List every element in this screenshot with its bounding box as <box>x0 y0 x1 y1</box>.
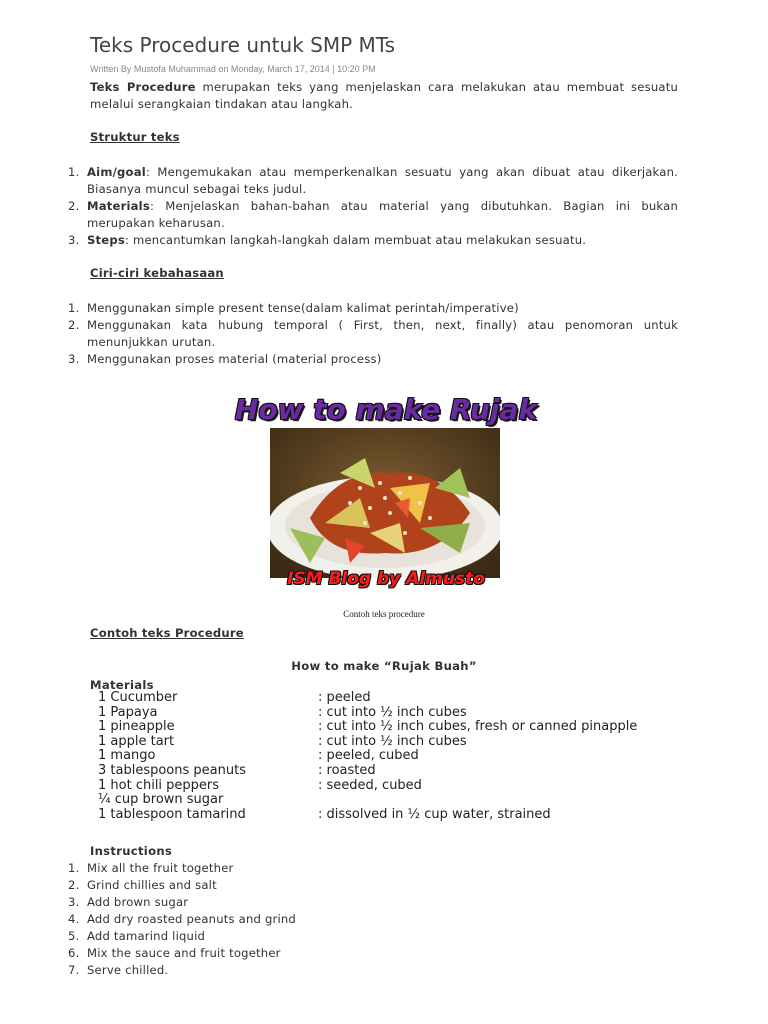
material-item: 3 tablespoons peanuts <box>98 762 246 778</box>
material-item: 1 pineapple <box>98 719 175 735</box>
list-item <box>58 232 678 249</box>
table-row <box>98 793 637 808</box>
list-number: 2. <box>68 318 80 332</box>
table-row <box>98 691 637 706</box>
post-meta: Written By Mustofa Muhammad on Monday, March 17, 2014 | 10:20 PM <box>90 64 376 74</box>
list-item <box>58 928 678 945</box>
list-text: Serve chilled. <box>87 963 169 977</box>
table-row <box>98 808 637 823</box>
list-text: : mencantumkan langkah-langkah dalam membuat atau melakukan sesuatu. <box>124 233 587 247</box>
table-row <box>98 779 637 794</box>
list-number: 6. <box>68 946 80 960</box>
list-text: Add tamarind liquid <box>87 929 206 943</box>
list-number: 4. <box>68 912 80 926</box>
material-note: : peeled, cubed <box>318 748 419 764</box>
list-number: 3. <box>68 895 80 909</box>
rujak-photo <box>270 428 500 578</box>
list-item <box>58 877 678 894</box>
image-caption: Contoh teks procedure <box>343 609 425 619</box>
material-item: 1 hot chili peppers <box>98 777 220 793</box>
list-item <box>58 300 678 317</box>
material-note: : peeled <box>318 690 371 705</box>
material-item: 1 Cucumber <box>98 690 178 705</box>
list-text: Menggunakan simple present tense(dalam kalimat perintah/imperative) <box>87 301 519 315</box>
list-term: Aim/goal <box>87 165 146 179</box>
list-item <box>58 164 678 198</box>
list-text: Menggunakan kata hubung temporal ( First, then, next, finally) atau penomoran untuk menunjukkan urutan. <box>87 318 678 349</box>
instructions-heading: Instructions <box>90 844 173 858</box>
list-text: : Menjelaskan bahan-bahan atau material yang dibutuhkan. Bagian ini bukan merupakan keharusan. <box>87 199 678 230</box>
material-note: : cut into ½ inch cubes, fresh or canned pinapple <box>318 719 638 735</box>
list-item <box>58 962 678 979</box>
material-note: : dissolved in ½ cup water, strained <box>318 806 551 822</box>
list-item <box>58 317 678 351</box>
list-text: Grind chillies and salt <box>87 878 217 892</box>
material-note: : cut into ½ inch cubes <box>318 704 467 720</box>
table-row <box>98 764 637 779</box>
struktur-list <box>58 164 678 249</box>
list-number: 3. <box>68 352 80 366</box>
material-note: : cut into ½ inch cubes <box>318 733 467 749</box>
table-row <box>98 706 637 721</box>
list-item <box>58 198 678 232</box>
list-number: 1. <box>68 165 80 179</box>
list-number: 2. <box>68 878 80 892</box>
page-title: Teks Procedure untuk SMP MTs <box>90 33 396 57</box>
list-item <box>58 860 678 877</box>
intro-text: merupakan teks yang menjelaskan cara melakukan atau membuat sesuatu melalui serangkaian tindakan atau langkah. <box>90 80 679 111</box>
list-text: Menggunakan proses material (material process) <box>87 352 382 366</box>
material-note: : seeded, cubed <box>318 777 422 793</box>
list-number: 7. <box>68 963 80 977</box>
table-row <box>98 735 637 750</box>
intro-term: Teks Procedure <box>90 80 196 94</box>
list-item <box>58 894 678 911</box>
rujak-photo-illustration <box>270 428 500 578</box>
material-item: 1 apple tart <box>98 733 175 749</box>
table-row <box>98 720 637 735</box>
list-number: 1. <box>68 301 80 315</box>
image-blog-text: ISM Blog by Almusto <box>287 569 485 589</box>
materials-table <box>98 691 637 822</box>
list-number: 1. <box>68 861 80 875</box>
list-item <box>58 945 678 962</box>
instructions-list <box>58 860 678 979</box>
recipe-title: How to make “Rujak Buah” <box>291 659 477 673</box>
list-number: 5. <box>68 929 80 943</box>
materials-heading: Materials <box>90 678 154 692</box>
material-item: ¼ cup brown sugar <box>98 792 224 808</box>
list-term: Steps <box>87 233 125 247</box>
intro-paragraph <box>90 79 678 113</box>
ciri-list <box>58 300 678 368</box>
material-note: : roasted <box>318 762 376 778</box>
image-banner-text: How to make Rujak <box>234 393 538 426</box>
material-note <box>318 793 637 808</box>
list-item <box>58 351 678 368</box>
struktur-heading: Struktur teks <box>90 130 180 144</box>
material-item: 1 tablespoon tamarind <box>98 806 246 822</box>
list-item <box>58 911 678 928</box>
material-item: 1 Papaya <box>98 704 158 720</box>
list-text: Add dry roasted peanuts and grind <box>87 912 296 926</box>
table-row <box>98 749 637 764</box>
list-text: Mix the sauce and fruit together <box>87 946 281 960</box>
material-item: 1 mango <box>98 748 156 764</box>
rujak-image <box>200 393 572 601</box>
list-text: Add brown sugar <box>87 895 189 909</box>
list-text: Mix all the fruit together <box>87 861 234 875</box>
ciri-heading: Ciri-ciri kebahasaan <box>90 266 224 280</box>
list-number: 3. <box>68 233 80 247</box>
list-term: Materials <box>87 199 150 213</box>
list-text: : Mengemukakan atau memperkenalkan sesuatu yang akan dibuat atau dikerjakan. Biasanya muncul sebagai teks judul. <box>87 165 678 196</box>
contoh-heading: Contoh teks Procedure <box>90 626 244 640</box>
list-number: 2. <box>68 199 80 213</box>
